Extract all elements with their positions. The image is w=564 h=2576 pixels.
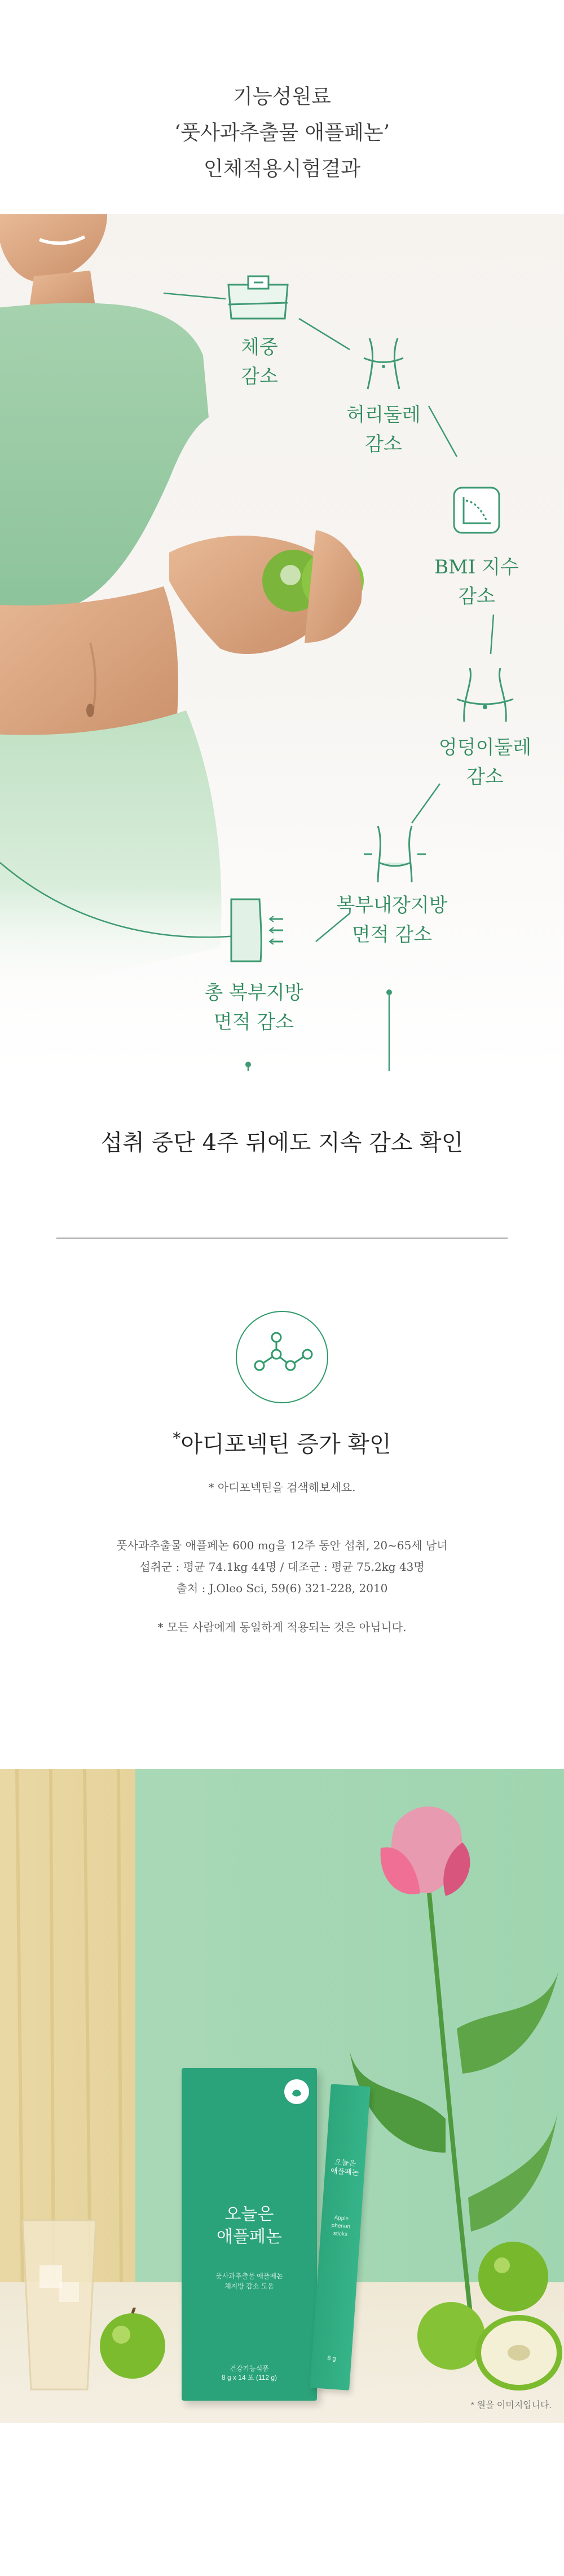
product-box — [182, 2068, 317, 2401]
waist-icon — [355, 335, 412, 392]
conclusion-text: 섭취 중단 4주 뒤에도 지속 감소 확인 — [100, 1130, 464, 1156]
curtain-decoration — [0, 1769, 135, 2288]
apple-left — [96, 2308, 169, 2381]
section-divider — [56, 1238, 508, 1239]
stick-title: 오늘은 애플페논 — [330, 2158, 359, 2177]
abdomen-icon — [361, 823, 429, 885]
intro-line-3: 인체적용시험결과 — [203, 157, 361, 180]
intro-line-2: ‘풋사과추출물 애플페논’ — [174, 121, 390, 144]
brand-logo-icon — [283, 2078, 310, 2105]
adiponectin-title — [0, 1426, 564, 1459]
study-line-3: 출처 : J.Oleo Sci, 59(6) 321-228, 2010 — [176, 1581, 388, 1595]
box-spec: 건강기능식품 8 g x 14 포 (112 g) — [221, 2365, 277, 2381]
benefit-waist: 허리둘레 감소 — [346, 404, 421, 456]
torso-side-icon — [220, 896, 293, 964]
benefit-bmi: BMI 지수 감소 — [434, 556, 519, 608]
benefit-weight: 체중 감소 — [241, 336, 278, 388]
glass-illustration — [17, 2215, 102, 2395]
hero-section — [0, 214, 564, 1071]
product-photo — [0, 1769, 564, 2423]
stick-subtitle: Apple phenon sticks — [331, 2215, 351, 2238]
apple-right-group — [417, 2237, 564, 2395]
benefit-visceral: 복부내장지방 면적 감소 — [336, 894, 448, 946]
adiponectin-marker: * — [173, 1429, 181, 1448]
intro-heading — [0, 79, 564, 187]
benefit-hip: 엉덩이둘레 감소 — [438, 736, 532, 788]
stick-weight: 8 g — [327, 2354, 336, 2362]
intro-line-1: 기능성원료 — [233, 85, 331, 108]
benefit-total: 총 복부지방 면적 감소 — [204, 982, 303, 1033]
study-info — [0, 1535, 564, 1599]
disclaimer-text: * 모든 사람에게 동일하게 적용되는 것은 아닙니다. — [157, 1620, 407, 1634]
study-line-1: 풋사과추출물 애플페논 600 mg을 12주 동안 섭취, 20~65세 남녀 — [116, 1539, 448, 1552]
bmi-chart-icon — [451, 485, 502, 536]
adiponectin-title-text: 아디포넥틴 증가 확인 — [180, 1431, 391, 1457]
adiponectin-note: * 아디포넥틴을 검색해보세요. — [208, 1481, 356, 1494]
molecule-icon — [236, 1311, 328, 1403]
scale-icon — [223, 273, 293, 324]
study-line-2: 섭취군 : 평균 74.1kg 44명 / 대조군 : 평균 75.2kg 43명 — [139, 1560, 425, 1574]
photo-caption: * 원을 이미지입니다. — [470, 2401, 552, 2410]
box-description: 풋사과추출물 애플페논 체지방 감소 도움 — [215, 2272, 283, 2290]
hip-icon — [454, 665, 516, 727]
box-title: 오늘은 애플페논 — [217, 2205, 282, 2246]
